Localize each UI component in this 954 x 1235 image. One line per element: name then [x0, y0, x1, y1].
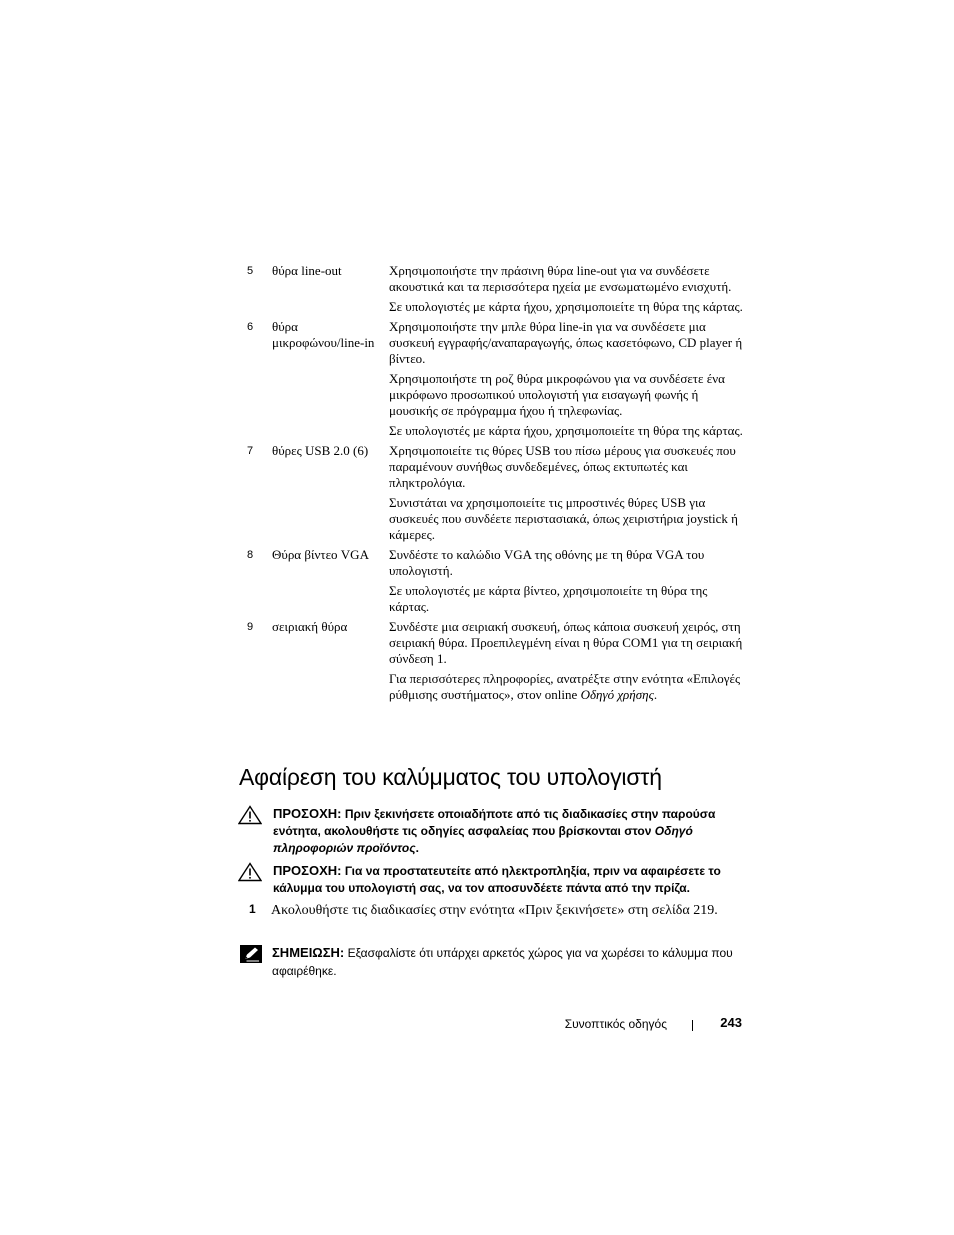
port-number: 5 — [247, 265, 254, 277]
port-number: 6 — [247, 321, 254, 333]
port-description — [389, 319, 745, 443]
port-row-5 — [247, 263, 745, 319]
port-paragraph: Χρησιμοποιήστε τη ροζ θύρα μικροφώνου για να συνδέσετε ένα μικρόφωνο προσωπικού υπολογιστή για εισαγωγή φωνής ή μουσικής σε πρόγραμμα ήχου ή τηλεφωνίας. — [389, 371, 725, 418]
caution-text — [273, 862, 743, 897]
port-number: 9 — [247, 621, 254, 633]
port-paragraph: Χρησιμοποιήστε την πράσινη θύρα line-out για να συνδέσετε ακουστικά και τα περισσότερα ηχεία με ενσωματωμένο ενισχυτή. — [389, 263, 732, 294]
ports-table — [247, 263, 745, 707]
port-description — [389, 619, 745, 707]
caution-end: . — [415, 841, 419, 855]
port-name: θύρες USB 2.0 (6) — [272, 443, 369, 458]
paragraph-end: . — [653, 687, 658, 702]
footer-separator — [692, 1020, 693, 1031]
port-paragraph: Χρησιμοποιείτε τις θύρες USB του πίσω μέρους για συσκευές που παραμένουν συνήθως συνδεδεμένες, όπως εκτυπωτές και πληκτρολόγια. — [389, 443, 736, 490]
note-body: Εξασφαλίστε ότι υπάρχει αρκετός χώρος για να χωρέσει το κάλυμμα που αφαιρέθηκε. — [272, 946, 733, 978]
port-paragraph: Συνδέστε το καλώδιο VGA της οθόνης με τη θύρα VGA του υπολογιστή. — [389, 547, 705, 578]
page-number: 243 — [720, 1015, 742, 1030]
port-number: 8 — [247, 549, 254, 561]
port-row-9 — [247, 619, 745, 707]
step-text: Ακολουθήστε τις διαδικασίες στην ενότητα «Πριν ξεκινήσετε» στη σελίδα 219. — [271, 903, 718, 918]
guide-title: Οδηγό χρήσης — [580, 687, 654, 702]
port-name: Θύρα βίντεο VGA — [272, 547, 369, 562]
note-text — [272, 944, 745, 980]
port-paragraph: Σε υπολογιστές με κάρτα βίντεο, χρησιμοποιείτε τη θύρα της κάρτας. — [389, 583, 708, 614]
caution-body: Πριν ξεκινήσετε οποιαδήποτε από τις διαδικασίες στην παρούσα ενότητα, ακολουθήστε τις οδηγίες ασφαλείας που βρίσκονται στον — [273, 807, 716, 838]
port-description — [389, 547, 745, 619]
port-name: θύρα μικροφώνου/line-in — [272, 319, 375, 350]
caution-notice — [238, 862, 743, 897]
port-description — [389, 443, 745, 547]
caution-notice — [238, 805, 743, 857]
caution-label: ΠΡΟΣΟΧΗ: — [273, 863, 342, 878]
guide-title: Οδηγό πληροφοριών προϊόντος — [273, 824, 693, 855]
note-label: ΣΗΜΕΙΩΣΗ: — [272, 945, 345, 960]
note-notice — [240, 944, 745, 980]
port-row-7 — [247, 443, 745, 547]
port-paragraph: Συνιστάται να χρησιμοποιείτε τις μπροστινές θύρες USB για συσκευές που συνδέετε περιστασιακά, όπως χειριστήρια joystick ή κάμερες. — [389, 495, 738, 542]
port-paragraph: Σε υπολογιστές με κάρτα ήχου, χρησιμοποιείτε τη θύρα της κάρτας. — [389, 299, 743, 314]
step-item — [249, 901, 749, 920]
page-footer — [0, 1015, 954, 1035]
port-paragraph — [389, 671, 745, 703]
port-number: 7 — [247, 445, 254, 457]
port-row-6 — [247, 319, 745, 443]
warning-triangle-icon — [238, 862, 262, 882]
warning-triangle-icon — [238, 805, 262, 825]
port-row-8 — [247, 547, 745, 619]
pencil-note-icon — [240, 945, 262, 963]
port-paragraph: Συνδέστε μια σειριακή συσκευή, όπως κάποια συσκευή χειρός, στη σειριακή θύρα. Προεπιλεγμένη είναι η θύρα COM1 για τη σειριακή σύνδεση 1. — [389, 619, 743, 666]
paragraph-text: Για περισσότερες πληροφορίες, ανατρέξτε στην ενότητα «Επιλογές ρύθμισης συστήματος», στον online — [389, 671, 741, 702]
port-name: θύρα line-out — [272, 263, 342, 278]
step-number: 1 — [249, 902, 256, 916]
port-paragraph: Χρησιμοποιήστε την μπλε θύρα line-in για να συνδέσετε μια συσκευή εγγραφής/αναπαραγωγής, όπως κασετόφωνο, CD player ή βίντεο. — [389, 319, 743, 366]
section-heading: Αφαίρεση του καλύμματος του υπολογιστή — [239, 764, 662, 790]
caution-text — [273, 805, 743, 857]
caution-label: ΠΡΟΣΟΧΗ: — [273, 806, 342, 821]
caution-body: Για να προστατευτείτε από ηλεκτροπληξία, πριν να αφαιρέσετε το κάλυμμα του υπολογιστή σας, να τον αποσυνδέετε πάντα από την πρίζα. — [273, 864, 721, 895]
port-description — [389, 263, 745, 319]
footer-title: Συνοπτικός οδηγός — [564, 1017, 667, 1031]
port-paragraph: Σε υπολογιστές με κάρτα ήχου, χρησιμοποιείτε τη θύρα της κάρτας. — [389, 423, 743, 438]
port-name: σειριακή θύρα — [272, 619, 348, 634]
